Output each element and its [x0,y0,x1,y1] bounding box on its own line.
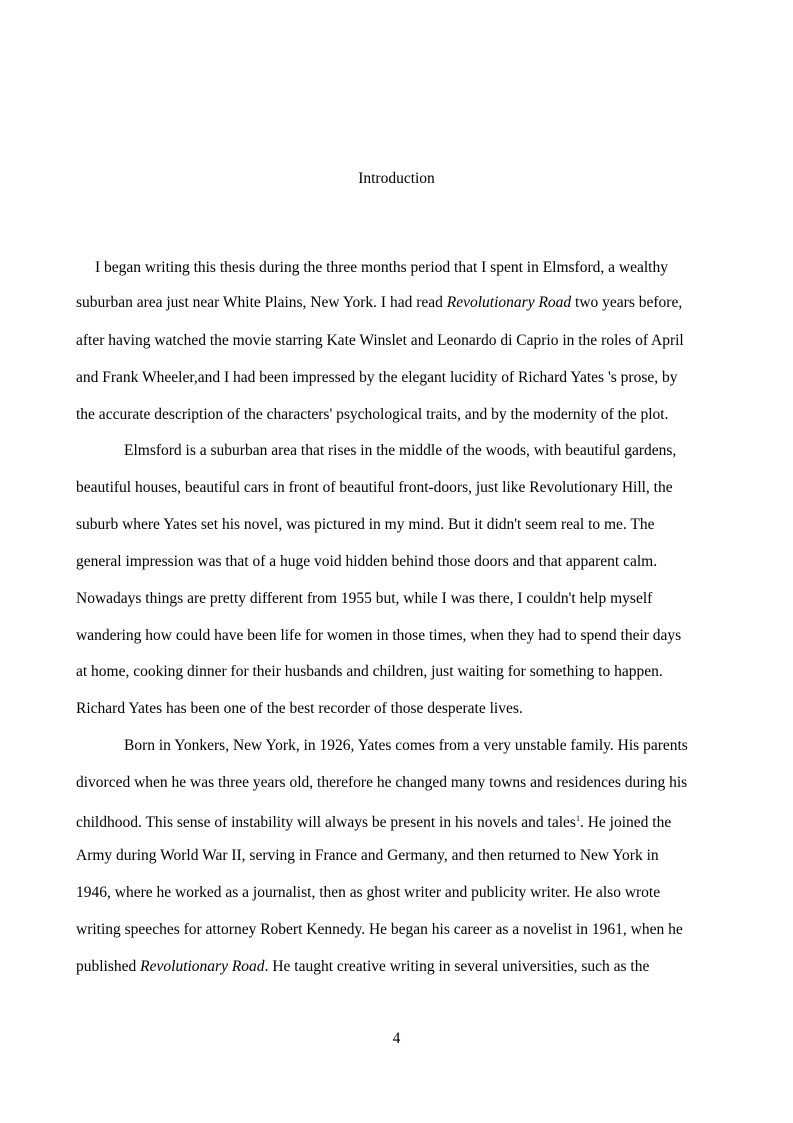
text-segment: . He taught creative writing in several universities, such as the [264,958,650,975]
text-segment: general impression was that of a huge void hidden behind those doors and that apparent calm. [76,553,658,570]
italic-title: Revolutionary Road [446,294,572,311]
text-segment: Born in Yonkers, New York, in 1926, Yates comes from a very unstable family. His parents [124,737,688,754]
text-line [124,736,688,756]
text-segment: suburb where Yates set his novel, was pictured in my mind. But it didn't seem real to me. The [76,516,655,533]
text-line [76,515,655,535]
text-line [76,405,668,425]
text-segment: I began writing this thesis during the three months period that I spent in Elmsford, a wealthy [95,259,668,276]
text-line [76,957,649,977]
text-segment: published [76,958,141,975]
text-segment: childhood. This sense of instability will always be present in his novels and tales [76,814,576,832]
text-line [124,441,676,461]
text-line [76,846,659,866]
text-segment: . He joined the [579,814,672,832]
text-segment: and Frank Wheeler,and I had been impressed by the elegant lucidity of Richard Yates 's prose, by [76,369,678,386]
text-segment: wandering how could have been life for women in those times, when they had to spend their days [76,627,682,644]
text-line [76,478,673,498]
section-heading: Introduction [358,170,435,187]
text-segment: after having watched the movie starring Kate Winslet and Leonardo di Caprio in the roles of April [76,332,684,349]
text-line [76,626,681,646]
text-line [76,699,523,719]
text-line [76,883,660,903]
text-segment: at home, cooking dinner for their husbands and children, just waiting for something to happen. [76,663,663,680]
text-segment: Army during World War II, serving in France and Germany, and then returned to New York in [76,847,659,864]
text-line [76,368,678,388]
text-segment: Elmsford is a suburban area that rises in the middle of the woods, with beautiful gardens, [124,442,677,459]
page-number: 4 [392,1030,401,1047]
text-line [76,331,684,351]
text-segment: two years before, [571,294,683,311]
text-line [76,662,663,682]
text-segment: the accurate description of the characters' psychological traits, and by the modernity of the plot. [76,406,669,423]
text-line [76,809,671,833]
text-segment: beautiful houses, beautiful cars in front of beautiful front-doors, just like Revolutionary Hill, the [76,479,673,496]
text-line [95,258,668,278]
text-line [76,589,652,609]
text-line [76,920,683,940]
text-line [76,773,687,793]
text-segment: writing speeches for attorney Robert Kennedy. He began his career as a novelist in 1961, when he [76,921,683,938]
text-line [76,293,682,313]
italic-title: Revolutionary Road [140,958,265,975]
text-line [76,552,657,572]
text-segment: suburban area just near White Plains, New York. I had read [76,294,447,311]
text-segment: divorced when he was three years old, therefore he changed many towns and residences during his [76,774,688,791]
text-segment: 1946, where he worked as a journalist, then as ghost writer and publicity writer. He also wrote [76,884,661,901]
footnote-marker: 1 [575,814,580,823]
text-segment: Richard Yates has been one of the best recorder of those desperate lives. [76,700,523,717]
text-segment: Nowadays things are pretty different from 1955 but, while I was there, I couldn't help myself [76,590,653,607]
